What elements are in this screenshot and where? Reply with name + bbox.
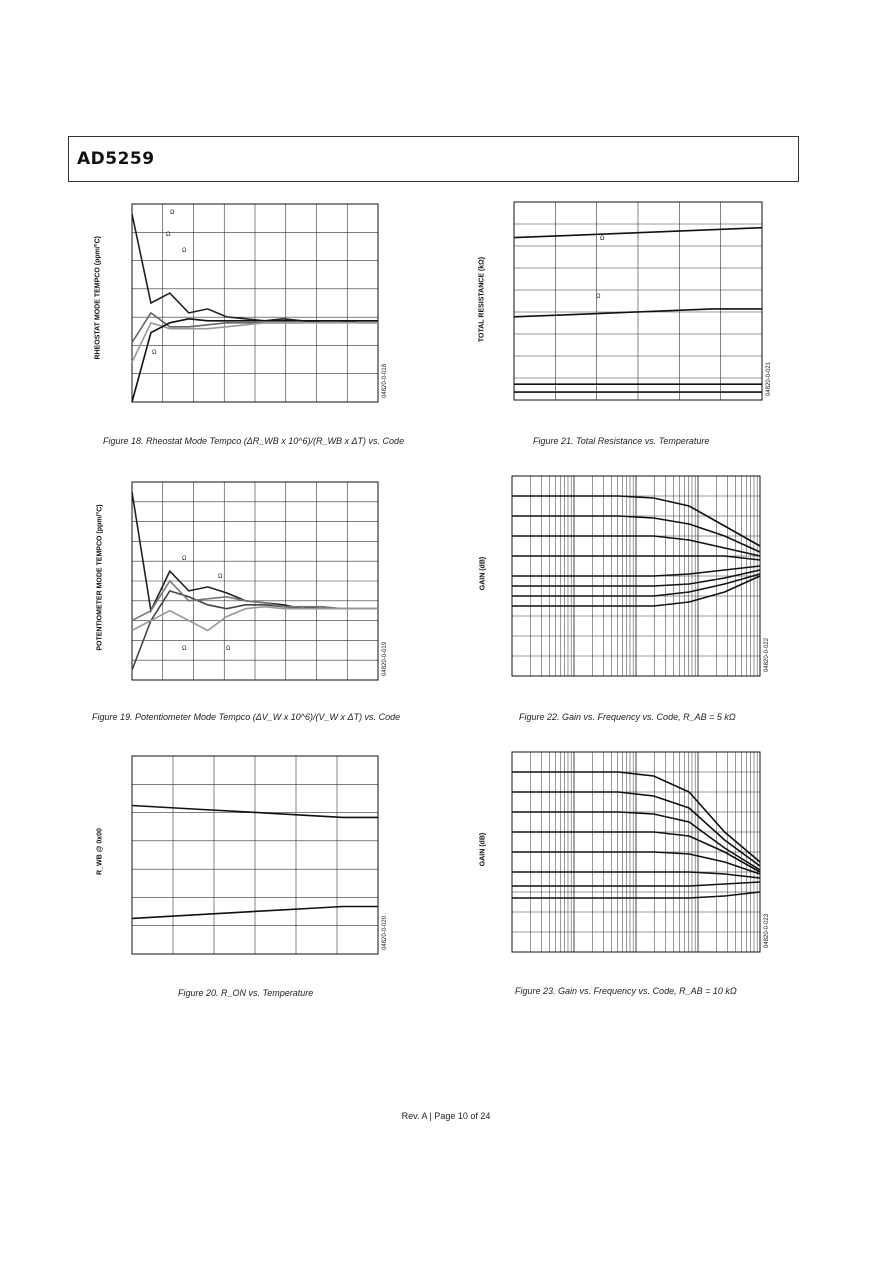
grid-fig20 [132,756,378,954]
ylabel-fig20: R_WB @ 0x00 [96,828,104,875]
ylabel-fig22: GAIN (dB) [479,556,487,591]
chart-fig19 [90,478,390,688]
part-number: AD5259 [77,149,155,169]
figure-22 [472,474,772,684]
ohm-label: Ω [226,646,231,652]
caption-fig19: Figure 19. Potentiometer Mode Tempco (ΔV_W x 10^6)/(V_W x ΔT) vs. Code [92,712,401,722]
chart-fig23 [472,750,772,960]
figure-code-fig20: 04820-0-020 [382,915,388,950]
caption-fig22: Figure 22. Gain vs. Frequency vs. Code, R_AB = 5 kΩ [519,712,736,722]
ylabel-fig23: GAIN (dB) [479,832,487,867]
chart-fig20 [90,752,390,962]
figure-19 [90,478,390,688]
ohm-label: Ω [596,294,601,300]
grid-fig21 [514,202,762,400]
figure-23 [472,750,772,960]
ohm-label: Ω [182,556,187,562]
chart-fig22 [472,474,772,684]
caption-fig18: Figure 18. Rheostat Mode Tempco (ΔR_WB x 10^6)/(R_WB x ΔT) vs. Code [103,436,405,446]
ylabel-fig21: TOTAL RESISTANCE (kΩ) [478,256,486,343]
chart-fig18 [90,200,390,410]
ohm-label: Ω [170,210,175,216]
figure-18 [90,200,390,410]
figure-code-fig21: 04820-0-021 [766,361,772,396]
caption-fig20: Figure 20. R_ON vs. Temperature [178,988,314,998]
ohm-label: Ω [166,232,171,238]
figure-code-fig23: 04820-0-023 [764,913,770,948]
figure-code-fig19: 04820-0-019 [382,641,388,676]
ohm-label: Ω [182,646,187,652]
page-footer: Rev. A | Page 10 of 24 [401,1111,491,1121]
ohm-label: Ω [600,236,605,242]
chart-fig21 [472,200,772,410]
ylabel-fig18: RHEOSTAT MODE TEMPCO (ppm/°C) [94,236,102,360]
ohm-label: Ω [182,248,187,254]
ohm-label: Ω [218,574,223,580]
ohm-label: Ω [152,350,157,356]
figure-code-fig18: 04820-0-018 [382,363,388,398]
header-box [68,136,799,182]
figure-20 [90,752,390,962]
caption-fig23: Figure 23. Gain vs. Frequency vs. Code, R_AB = 10 kΩ [515,986,737,996]
figure-code-fig22: 04820-0-022 [764,637,770,672]
ylabel-fig19: POTENTIOMETER MODE TEMPCO (ppm/°C) [96,504,104,651]
caption-fig21: Figure 21. Total Resistance vs. Temperature [533,436,710,446]
figure-21 [472,200,772,410]
